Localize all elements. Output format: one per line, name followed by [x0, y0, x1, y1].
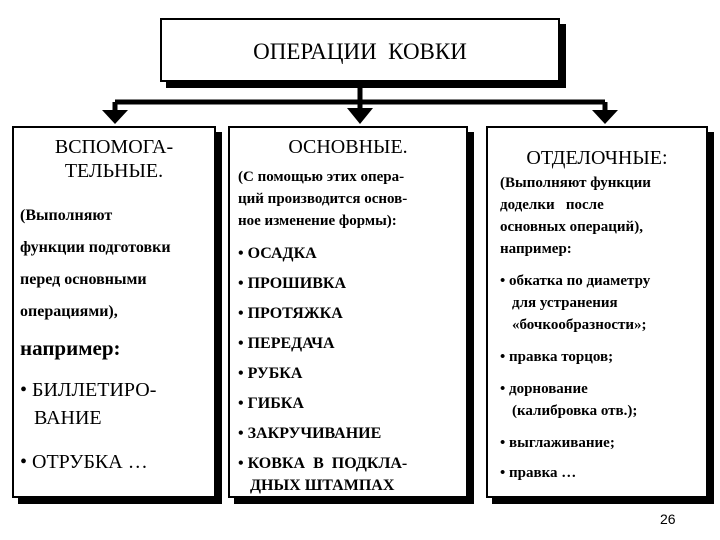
main-item-4: • ПЕРЕДАЧА — [238, 335, 335, 352]
auxiliary-desc-line4: операциями), — [20, 303, 118, 320]
main-item-5: • РУБКА — [238, 365, 303, 382]
auxiliary-heading-line1: ВСПОМОГА- — [54, 136, 174, 158]
finishing-item-3: • дорнование — [500, 381, 588, 397]
auxiliary-box — [12, 126, 216, 498]
main-item-1: • ОСАДКА — [238, 245, 317, 262]
finishing-item-3-cont: (калибровка отв.); — [512, 403, 638, 419]
finishing-box — [486, 126, 708, 498]
main-item-8-cont: ДНЫХ ШТАМПАХ — [250, 477, 395, 494]
main-item-6: • ГИБКА — [238, 395, 304, 412]
main-item-3: • ПРОТЯЖКА — [238, 305, 343, 322]
auxiliary-item-1: • БИЛЛЕТИРО- — [20, 379, 157, 401]
main-item-7: • ЗАКРУЧИВАНИЕ — [238, 425, 382, 442]
main-item-8: • КОВКА В ПОДКЛА- — [238, 455, 408, 472]
finishing-item-1: • обкатка по диаметру — [500, 273, 651, 289]
main-heading: ОСНОВНЫЕ. — [288, 136, 408, 158]
page-number: 26 — [660, 511, 676, 527]
title-box — [160, 18, 560, 82]
finishing-item-5: • правка … — [500, 465, 577, 481]
finishing-desc-line4: например: — [500, 241, 572, 257]
diagram-title: ОПЕРАЦИИ КОВКИ — [253, 39, 467, 64]
finishing-desc-line1: (Выполняют функции — [500, 175, 651, 191]
finishing-heading: ОТДЕЛОЧНЫЕ: — [526, 147, 668, 169]
auxiliary-desc-line3: перед основными — [20, 271, 147, 288]
auxiliary-item-2: • ОТРУБКА … — [20, 451, 148, 473]
main-desc-line2: ций производится основ- — [238, 191, 408, 207]
finishing-item-1-cont2: «бочкообразности»; — [512, 317, 647, 333]
auxiliary-item-1-cont: ВАНИЕ — [34, 407, 102, 429]
main-box — [228, 126, 468, 498]
auxiliary-desc-line1: (Выполняют — [20, 207, 113, 224]
finishing-item-1-cont1: для устранения — [512, 295, 618, 311]
main-desc-line3: ное изменение формы): — [238, 213, 397, 229]
main-desc-line1: (С помощью этих опера- — [238, 169, 405, 185]
auxiliary-heading-line2: ТЕЛЬНЫЕ. — [64, 160, 164, 182]
main-item-2: • ПРОШИВКА — [238, 275, 347, 292]
finishing-desc-line3: основных операций), — [500, 219, 643, 235]
auxiliary-desc-line2: функции подготовки — [20, 239, 171, 256]
auxiliary-example-label: например: — [20, 336, 121, 360]
finishing-item-4: • выглаживание; — [500, 435, 615, 451]
finishing-item-2: • правка торцов; — [500, 349, 614, 365]
finishing-desc-line2: доделки после — [500, 197, 604, 213]
